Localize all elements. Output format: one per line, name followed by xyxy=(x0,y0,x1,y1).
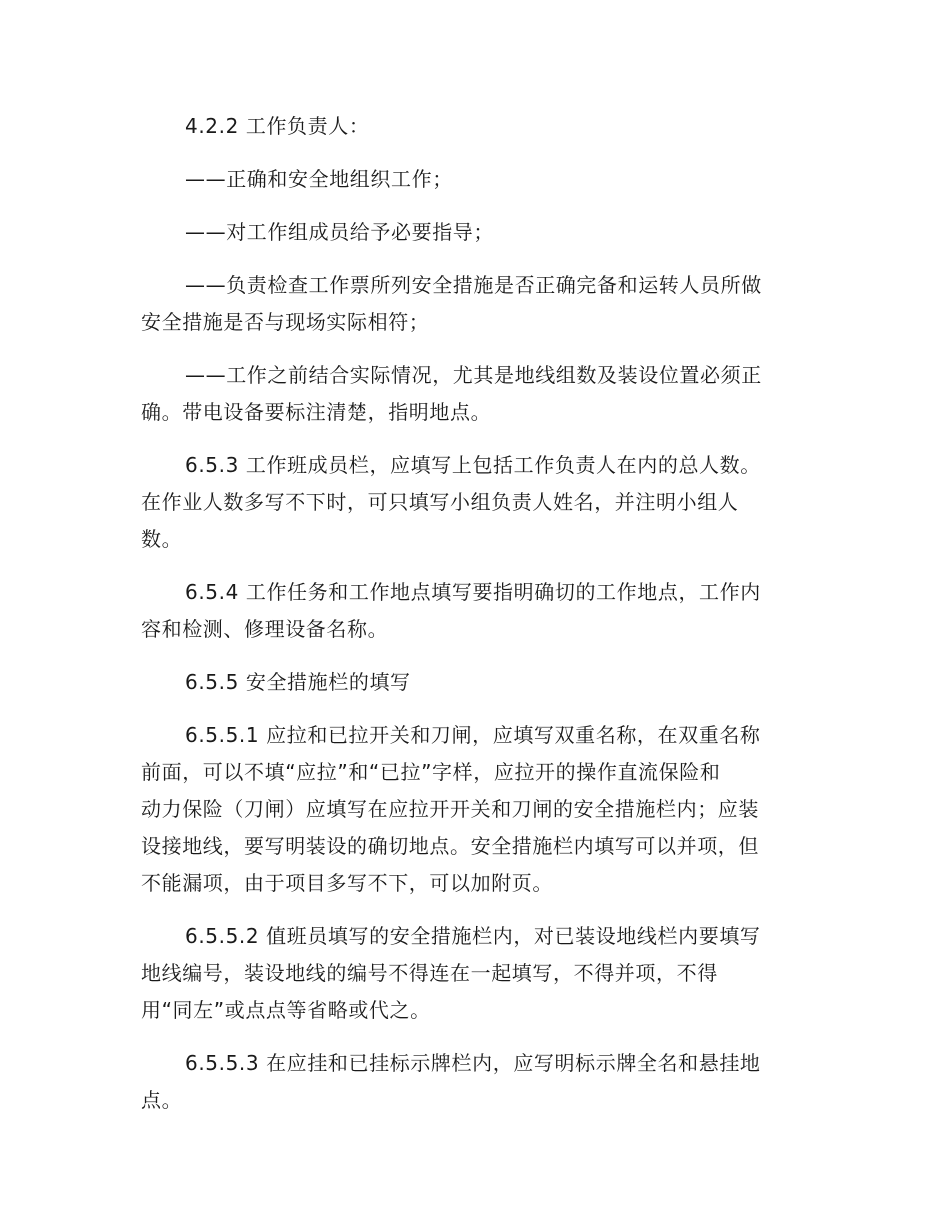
text-line: 4.2.2 工作负责人： xyxy=(185,114,370,138)
text-line: 数。 xyxy=(141,527,183,551)
text-line: 地线编号，装设地线的编号不得连在一起填写，不得并项，不得 xyxy=(141,961,718,985)
paragraph xyxy=(141,574,801,648)
paragraph xyxy=(141,664,801,701)
text-line: 在作业人数多写不下时，可只填写小组负责人姓名，并注明小组人 xyxy=(141,490,739,514)
paragraph xyxy=(141,267,801,341)
paragraph xyxy=(141,447,801,558)
paragraph xyxy=(141,108,801,145)
text-line: 6.5.4 工作任务和工作地点填写要指明确切的工作地点，工作内 xyxy=(185,580,761,604)
text-line: 确。带电设备要标注清楚，指明地点。 xyxy=(141,400,492,424)
paragraph xyxy=(141,214,801,251)
text-line: 用“同左”或点点等省略或代之。 xyxy=(141,998,431,1022)
paragraph xyxy=(141,1045,801,1119)
text-line: 前面，可以不填“应拉”和“已拉”字样，应拉开的操作直流保险和 xyxy=(141,760,721,784)
text-line: 不能漏项，由于项目多写不下，可以加附页。 xyxy=(141,871,553,895)
text-line: 6.5.5.1 应拉和已拉开关和刀闸，应填写双重名称，在双重名称 xyxy=(185,723,761,747)
paragraph xyxy=(141,918,801,1029)
text-line: ——对工作组成员给予必要指导； xyxy=(185,220,494,244)
text-line: 点。 xyxy=(141,1088,183,1112)
document-body xyxy=(141,108,801,1135)
text-line: 容和检测、修理设备名称。 xyxy=(141,617,389,641)
text-line: 安全措施是否与现场实际相符； xyxy=(141,310,430,334)
text-line: 6.5.5 安全措施栏的填写 xyxy=(185,670,411,694)
text-line: 动力保险（刀闸）应填写在应拉开开关和刀闸的安全措施栏内；应装 xyxy=(141,797,759,821)
text-line: 6.5.5.3 在应挂和已挂标示牌栏内，应写明标示牌全名和悬挂地 xyxy=(185,1051,761,1075)
text-line: 设接地线，要写明装设的确切地点。安全措施栏内填写可以并项，但 xyxy=(141,834,759,858)
text-line: 6.5.3 工作班成员栏，应填写上包括工作负责人在内的总人数。 xyxy=(185,453,761,477)
paragraph xyxy=(141,357,801,431)
text-line: ——负责检查工作票所列安全措施是否正确完备和运转人员所做 xyxy=(185,273,762,297)
paragraph xyxy=(141,717,801,902)
paragraph xyxy=(141,161,801,198)
text-line: ——工作之前结合实际情况，尤其是地线组数及装设位置必须正 xyxy=(185,363,762,387)
text-line: ——正确和安全地组织工作； xyxy=(185,167,453,191)
text-line: 6.5.5.2 值班员填写的安全措施栏内，对已装设地线栏内要填写 xyxy=(185,924,761,948)
